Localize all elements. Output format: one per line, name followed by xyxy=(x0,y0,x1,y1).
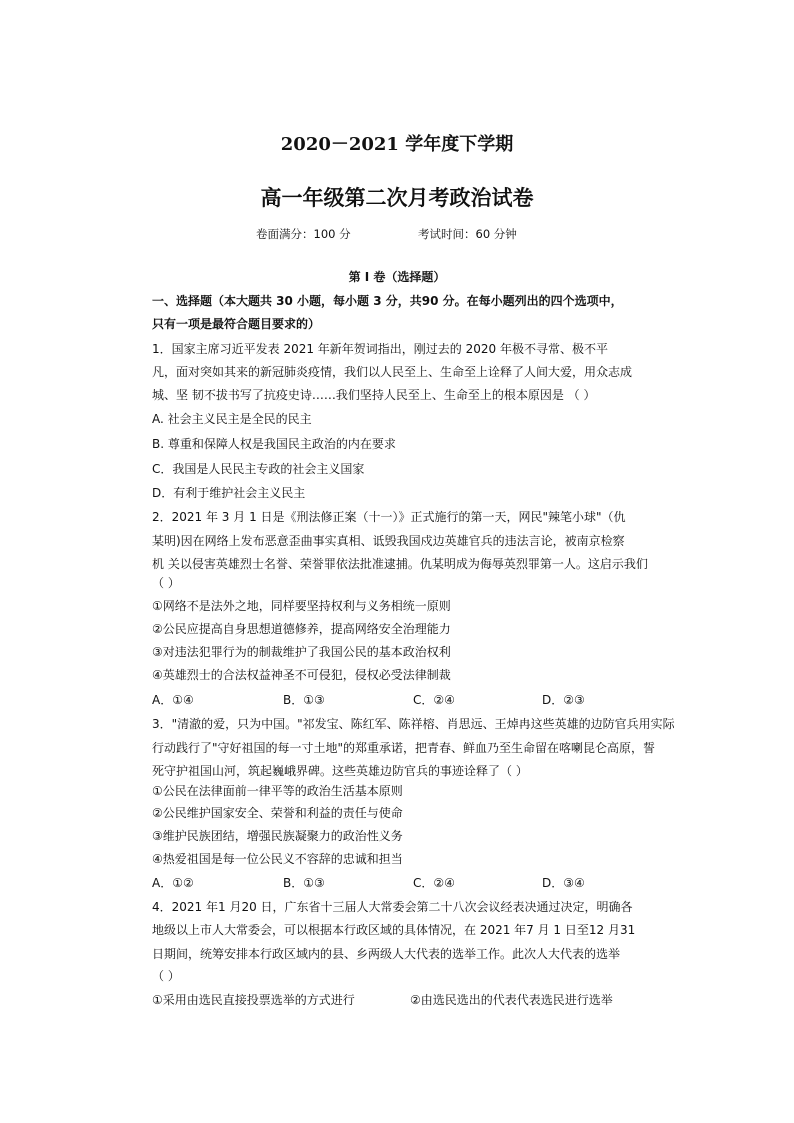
question-2-answer-blank: （ ） xyxy=(152,576,180,590)
question-2-statement-3: ③对违法犯罪行为的制裁维护了我国公民的基本政治权利 xyxy=(152,645,451,659)
question-4-answer-blank: （ ） xyxy=(152,969,180,983)
question-3-statement-1: ①公民在法律面前一律平等的政治生活基本原则 xyxy=(152,784,403,798)
question-3-statement-3: ③维护民族团结，增强民族凝聚力的政治性义务 xyxy=(152,829,403,843)
question-3-statement-4: ④热爱祖国是每一位公民义不容辞的忠诚和担当 xyxy=(152,852,403,866)
exam-title: 高一年级第二次月考政治试卷 xyxy=(260,185,534,210)
question-4-statement-1: ①采用由选民直接投票选举的方式进行 xyxy=(152,993,355,1007)
question-1-option-a: A. 社会主义民主是全民的民主 xyxy=(152,412,312,426)
question-1-stem-line: 城、坚 韧不拔书写了抗疫史诗……我们坚持人民至上、生命至上的根本原因是 （ ） xyxy=(152,388,596,402)
section-instruction-line: 一、选择题（本大题共 30 小题，每小题 3 分，共90 分。在每小题列出的四个选项中， xyxy=(152,294,623,308)
question-3-choice-c: C．②④ xyxy=(413,876,455,890)
question-1-stem-line: 1．国家主席习近平发表 2021 年新年贺词指出，刚过去的 2020 年极不寻常、极不平 xyxy=(152,342,608,356)
question-3-stem-line: 行动践行了"守好祖国的每一寸土地"的郑重承诺，把青春、鲜血乃至生命留在喀喇昆仑高原，誓 xyxy=(152,741,656,755)
question-2-statement-1: ①网络不是法外之地，同样要坚持权利与义务相统一原则 xyxy=(152,599,451,613)
question-2-choice-b: B．①③ xyxy=(283,693,325,707)
school-year-title: 2020－2021 学年度下学期 xyxy=(280,134,514,155)
question-4-stem-line: 地级以上市人大常委会，可以根据本行政区域的具体情况，在 2021 年7 月 1 日至12 月31 xyxy=(152,923,636,937)
section-instruction-line: 只有一项是最符合题目要求的） xyxy=(152,317,321,331)
question-3-statement-2: ②公民维护国家安全、荣誉和利益的责任与使命 xyxy=(152,806,403,820)
question-2-stem-line: 机 关以侵害英雄烈士名誉、荣誉罪依法批准逮捕。仇某明成为侮辱英烈罪第一人。这启示我们 xyxy=(152,557,648,571)
section-title: 第 I 卷（选择题） xyxy=(348,270,446,284)
exam-time: 考试时间：60 分钟 xyxy=(418,227,517,241)
question-2-statement-2: ②公民应提高自身思想道德修养，提高网络安全治理能力 xyxy=(152,622,451,636)
question-3-stem-line: 3．"清澈的爱，只为中国。"祁发宝、陈红军、陈祥榕、肖思远、王焯冉这些英雄的边防官兵用实际 xyxy=(152,717,675,731)
question-2-choice-d: D．②③ xyxy=(542,693,585,707)
question-4-statement-2: ②由选民选出的代表代表选民进行选举 xyxy=(410,993,613,1007)
question-1-option-d: D．有利于维护社会主义民主 xyxy=(152,486,306,500)
question-3-choice-d: D．③④ xyxy=(542,876,585,890)
question-2-stem-line: 某明)因在网络上发布恶意歪曲事实真相、诋毁我国戍边英雄官兵的违法言论，被南京检察 xyxy=(152,534,625,548)
question-4-stem-line: 日期间，统筹安排本行政区域内的县、乡两级人大代表的选举工作。此次人大代表的选举 xyxy=(152,947,621,961)
question-2-stem-line: 2．2021 年 3 月 1 日是《刑法修正案（十一）》正式施行的第一天，网民"辣笔小球"（仇 xyxy=(152,510,626,524)
question-1-option-b: B. 尊重和保障人权是我国民主政治的内在要求 xyxy=(152,437,396,451)
question-3-choice-a: A．①② xyxy=(152,876,194,890)
question-3-stem-line: 死守护祖国山河，筑起巍峨界碑。这些英雄边防官兵的事迹诠释了（ ） xyxy=(152,764,528,778)
question-2-choice-a: A．①④ xyxy=(152,693,194,707)
full-score: 卷面满分：100 分 xyxy=(256,227,351,241)
question-3-choice-b: B．①③ xyxy=(283,876,325,890)
question-2-statement-4: ④英雄烈士的合法权益神圣不可侵犯，侵权必受法律制裁 xyxy=(152,668,451,682)
question-4-stem-line: 4．2021 年1 月20 日，广东省十三届人大常委会第二十八次会议经表决通过决定，明确各 xyxy=(152,900,633,914)
question-1-stem-line: 凡，面对突如其来的新冠肺炎疫情，我们以人民至上、生命至上诠释了人间大爱，用众志成 xyxy=(152,365,633,379)
question-1-option-c: C．我国是人民民主专政的社会主义国家 xyxy=(152,462,365,476)
question-2-choice-c: C．②④ xyxy=(413,693,455,707)
